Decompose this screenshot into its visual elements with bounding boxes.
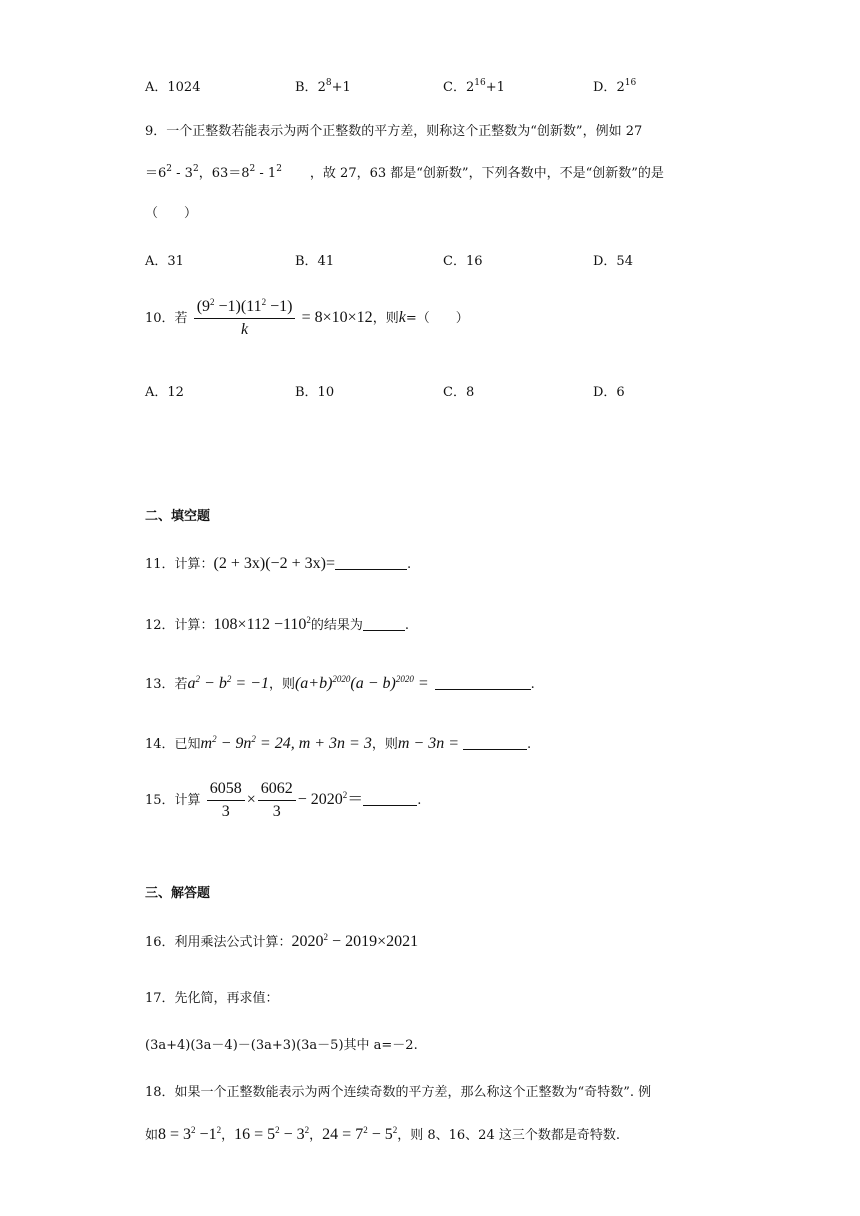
q9-stem-line2 — [145, 162, 664, 181]
exponent: 2 — [342, 790, 348, 800]
question-number: 13．若 — [145, 677, 188, 692]
q9-option-c[interactable]: C．16 — [443, 254, 483, 269]
exponent: 16 — [474, 78, 486, 88]
text: − 2020 — [297, 791, 343, 808]
separator: ， — [309, 1128, 323, 1143]
period: . — [527, 737, 532, 752]
exponent: 2 — [210, 297, 215, 307]
text: ＝6 — [145, 166, 167, 181]
q14 — [145, 733, 531, 753]
q8-option-a[interactable] — [145, 76, 200, 95]
question-number: 15．计算 — [145, 793, 201, 808]
q9-option-b[interactable]: B．41 — [295, 254, 335, 269]
text: ＝ — [347, 791, 364, 808]
exponent: 2 — [261, 297, 267, 307]
exponent: 2 — [276, 164, 282, 174]
q13 — [145, 673, 535, 693]
text: 如 — [145, 1128, 159, 1143]
option-value: 2 — [465, 80, 475, 95]
q9-stem-line1: 9．一个正整数若能表示为两个正整数的平方差，则称这个正整数为“创新数”，例如 27 — [145, 124, 643, 139]
question-number: 10．若 — [145, 311, 188, 326]
text: (a+b) — [294, 675, 333, 692]
q13-expression — [295, 675, 429, 692]
q18-example-1 — [158, 1126, 221, 1143]
option-label: D． — [593, 80, 617, 95]
text: 的结果为 — [310, 618, 363, 633]
q8-option-b[interactable] — [295, 76, 351, 95]
option-label: C． — [443, 80, 466, 95]
q8-option-c[interactable] — [443, 76, 505, 95]
q17-expression: (3a+4)(3a－4)－(3a+3)(3a－5)其中 a=－2. — [145, 1038, 418, 1053]
text: ，则 8、16、24 这三个数都是奇特数. — [397, 1128, 620, 1143]
text: (9 — [196, 298, 211, 315]
text: ，故 27，63 都是“创新数”，下列各数中，不是“创新数”的是 — [309, 166, 664, 181]
fraction-denominator: 3 — [272, 803, 281, 820]
option-value: 2 — [616, 80, 625, 95]
exponent: 2 — [251, 734, 256, 744]
section-heading-fill-in: 二、填空题 — [145, 509, 211, 524]
text: 108×112 −110 — [213, 616, 307, 633]
period: . — [417, 793, 422, 808]
question-number: 12．计算： — [145, 618, 214, 633]
exponent: 16 — [624, 78, 637, 88]
q17-stem: 17．先化简，再求值： — [145, 991, 279, 1006]
exponent: 2 — [306, 615, 311, 625]
text: −1 — [195, 1126, 217, 1143]
text: 8 = 3 — [158, 1126, 192, 1143]
exponent: 2 — [363, 1125, 368, 1135]
text: − 3 — [279, 1126, 305, 1143]
text: (a − b) — [350, 675, 396, 692]
exponent: 2 — [195, 674, 201, 684]
exponent: 2 — [304, 1125, 310, 1135]
text: 16 = 5 — [234, 1126, 276, 1143]
q15-fraction-2 — [258, 780, 296, 821]
exponent: 2 — [249, 164, 256, 174]
q9-option-d[interactable]: D．54 — [593, 254, 633, 269]
q13-condition — [188, 675, 269, 692]
q16 — [145, 931, 418, 951]
equals: = — [325, 555, 335, 572]
fraction-denominator: 3 — [221, 803, 230, 820]
text: ，63＝8 — [198, 166, 250, 181]
separator: ， — [221, 1128, 235, 1143]
text: a — [187, 675, 196, 692]
q10-stem — [145, 298, 469, 339]
question-number: 16．利用乘法公式计算： — [145, 935, 292, 950]
exponent: 2 — [166, 164, 173, 174]
exponent: 2020 — [332, 674, 351, 684]
fraction-numerator: 6058 — [207, 780, 245, 801]
q10-option-a[interactable]: A．12 — [145, 385, 184, 400]
text: −1)(11 — [214, 298, 262, 315]
option-value: 2 — [317, 80, 326, 95]
q9-answer-bracket: （ ） — [145, 206, 198, 221]
question-number: 11．计算： — [145, 557, 214, 572]
text: - 1 — [255, 166, 277, 181]
answer-blank[interactable] — [435, 675, 531, 690]
text: − b — [200, 675, 227, 692]
q11 — [145, 553, 411, 573]
q10-option-d[interactable]: D．6 — [593, 385, 625, 400]
q15-tail — [298, 791, 364, 808]
exponent: 2 — [392, 1125, 398, 1135]
fraction-denominator: k — [241, 321, 249, 338]
q15-fraction-1 — [207, 780, 245, 821]
fraction-numerator: 6062 — [258, 780, 296, 801]
question-number: 14．已知 — [145, 737, 201, 752]
option-label: B． — [295, 80, 318, 95]
q9-option-a[interactable]: A．31 — [145, 254, 184, 269]
exponent: 2020 — [395, 674, 414, 684]
text: 2020 — [291, 933, 324, 950]
option-value: 1024 — [167, 80, 201, 95]
option-value-tail: +1 — [331, 80, 351, 95]
text: = −1 — [231, 675, 269, 692]
exponent: 2 — [191, 1125, 196, 1135]
period: . — [404, 618, 410, 633]
q10-fraction — [194, 298, 296, 339]
text: = 24, m + 3n = 3 — [255, 735, 372, 752]
q18-example-2 — [234, 1126, 309, 1143]
text: = — [413, 675, 429, 692]
q12 — [145, 614, 409, 634]
times-sign: × — [246, 791, 256, 808]
text: - 3 — [172, 166, 193, 181]
period: . — [530, 677, 535, 692]
q18-stem-line2 — [145, 1124, 620, 1144]
option-label: A． — [145, 80, 168, 95]
text: m — [200, 735, 213, 752]
q10-option-c[interactable]: C．8 — [443, 385, 475, 400]
q12-expression — [214, 616, 311, 633]
q10-rhs: = 8×10×12 — [301, 309, 373, 326]
answer-blank[interactable] — [335, 555, 407, 570]
q14-condition — [201, 735, 372, 752]
exponent: 2 — [323, 932, 329, 942]
answer-bracket: =（ ） — [405, 311, 469, 326]
text: ，则 — [372, 311, 399, 326]
answer-blank[interactable] — [463, 735, 527, 750]
q10-option-b[interactable]: B．10 — [295, 385, 335, 400]
text: − 9n — [216, 735, 252, 752]
period: . — [406, 557, 412, 572]
q14-expression: m − 3n = — [397, 735, 460, 752]
text: 24 = 7 — [322, 1126, 364, 1143]
option-value-tail: +1 — [485, 80, 505, 95]
exponent: 2 — [192, 164, 199, 174]
exponent: 8 — [325, 78, 332, 88]
exponent: 2 — [275, 1125, 280, 1135]
fraction-numerator — [194, 298, 296, 319]
q18-example-3 — [322, 1126, 397, 1143]
section-heading-solutions: 三、解答题 — [145, 886, 211, 901]
text: −1) — [266, 298, 293, 315]
text: − 5 — [367, 1126, 393, 1143]
answer-blank[interactable] — [363, 791, 417, 806]
variable-k: k — [398, 309, 406, 326]
q11-expression: (2 + 3x)(−2 + 3x) — [213, 555, 326, 572]
text: ，则 — [268, 677, 295, 692]
q15 — [145, 780, 421, 821]
text: − 2019×2021 — [328, 933, 419, 950]
q16-expression — [292, 933, 419, 950]
exponent: 2 — [212, 734, 217, 744]
q18-stem-line1: 18．如果一个正整数能表示为两个连续奇数的平方差，那么称这个正整数为“奇特数”. 例 — [145, 1085, 652, 1100]
text: ，则 — [371, 737, 398, 752]
exponent: 2 — [216, 1125, 222, 1135]
exponent: 2 — [226, 674, 232, 684]
answer-blank[interactable] — [363, 616, 405, 631]
q8-option-d[interactable] — [593, 76, 636, 95]
